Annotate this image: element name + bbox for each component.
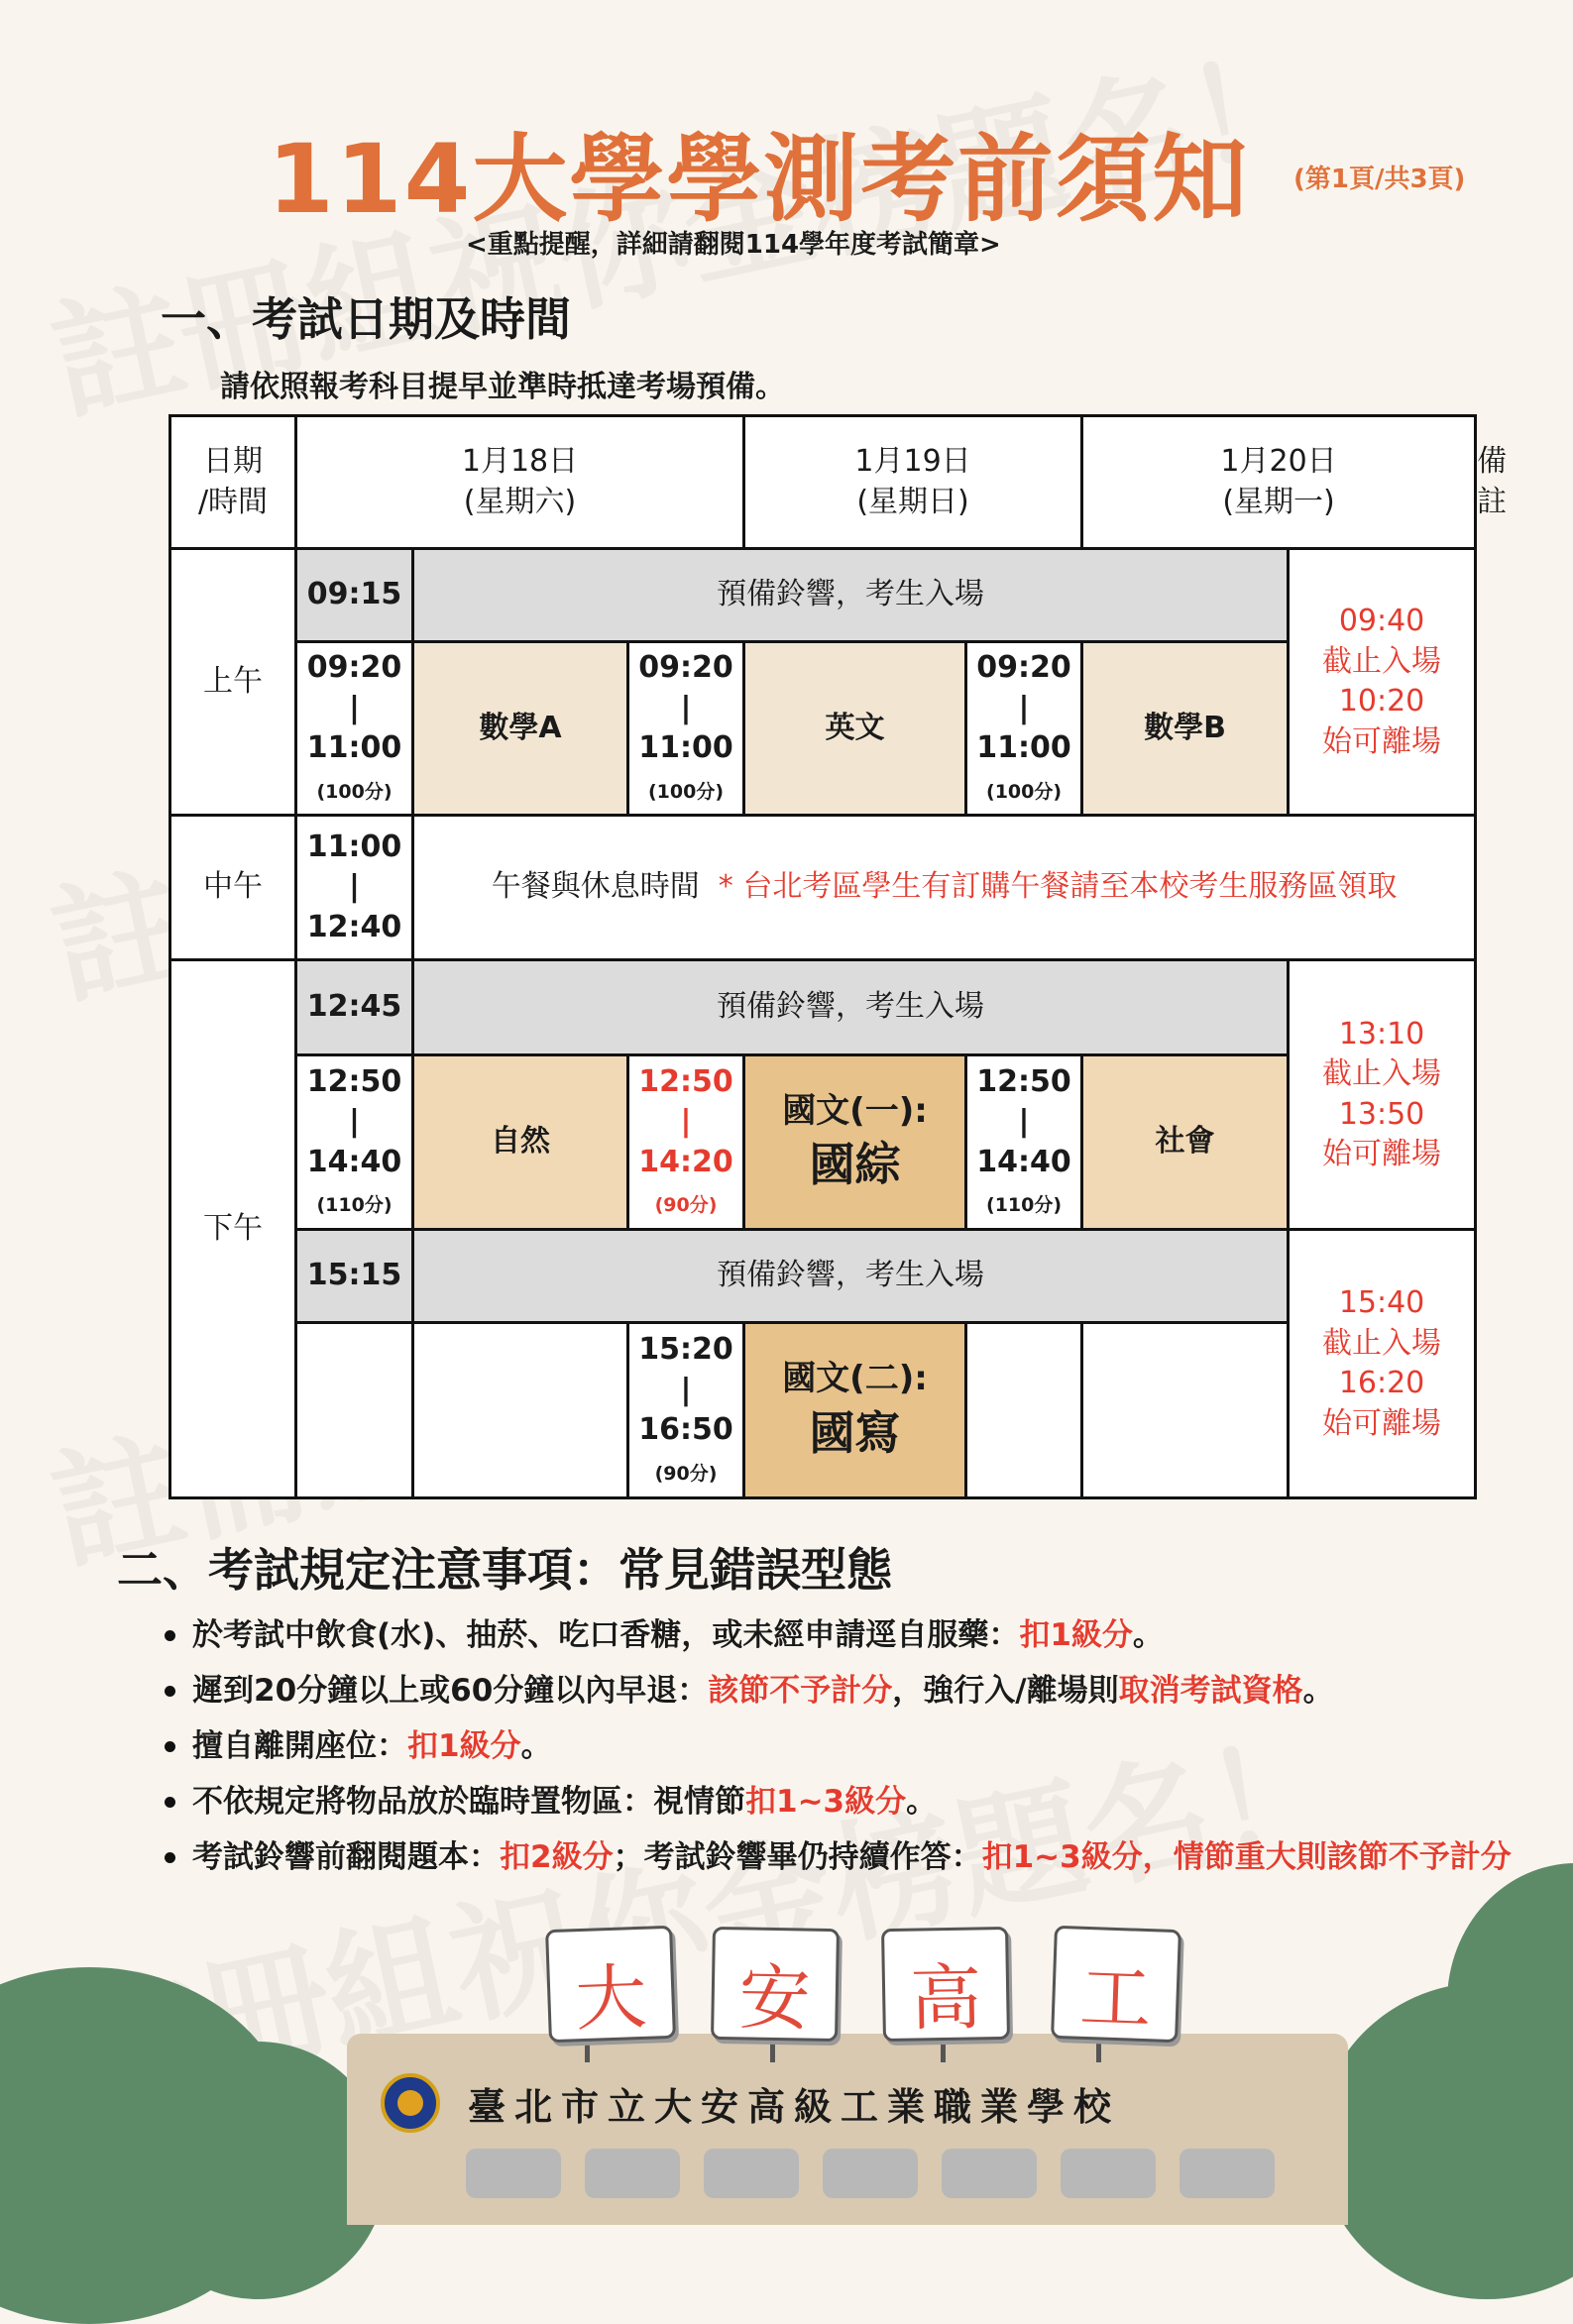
section2-heading: 二、考試規定注意事項：常見錯誤型態 <box>117 1543 892 1597</box>
exam-subject: 社會 <box>1082 1055 1289 1230</box>
bell-notice: 預備鈴響，考生入場 <box>413 549 1289 642</box>
tree-decoration <box>1318 1982 1573 2299</box>
subtitle: <重點提醒，詳細請翻閱114學年度考試簡章> <box>466 230 1001 260</box>
exam-subject: 數學A <box>413 642 628 816</box>
remark-cell: 13:10 截止入場 13:50 始可離場 <box>1289 960 1476 1230</box>
list-item: 考試鈴響前翻閱題本：扣2級分；考試鈴響畢仍持續作答：扣1~3級分，情節重大則該節不予計分 <box>161 1829 1528 1885</box>
remark-cell: 15:40 截止入場 16:20 始可離場 <box>1289 1230 1476 1498</box>
period-noon: 中午 <box>170 816 296 960</box>
exam-time: 12:50 | 14:40 (110分) <box>296 1055 413 1230</box>
exam-time: 12:50 | 14:20 (90分) <box>628 1055 744 1230</box>
building-window <box>704 2149 799 2198</box>
period-morning: 上午 <box>170 549 296 816</box>
exam-subject: 國文(二): 國寫 <box>744 1323 966 1498</box>
bell-time: 15:15 <box>296 1230 413 1323</box>
exam-schedule-table: 日期 /時間 1月18日 (星期六) 1月19日 (星期日) 1月20日 (星期一) 備註 上午 09:15 預備鈴響，考生入場 09:40 截止入場 10:20 始可離場 09:20 | 11:00 (100分) 數學A 09:20 | 11:00 (100分) 英文 09:20 | 11:00 (100分) 數學B 中午 11:00 | 12:40 午餐與休息時間 * 台北考區學生有訂購午餐請至本校考生服務區領取 下午 12:45 預備鈴響，考生入場 13:10 截止入場 13:50 始可離場 12:50 | 14:40 (110分) 自然 12:50 | 14:20 (90分) 國文(一): 國綜 12:50 | 14:40 (110分) 社會 15:15 預備鈴響，考生入場 15:40 截止入場 16:20 始可離場 15:20 | 16:50 (90分) 國文(二): 國寫 <box>169 414 1477 1499</box>
building-window <box>466 2149 561 2198</box>
building-window <box>823 2149 918 2198</box>
sign-board: 大 <box>545 1926 676 2043</box>
page-indicator: (第1頁/共3頁) <box>1293 165 1466 194</box>
empty-cell <box>1082 1323 1289 1498</box>
day-header: 1月18日 (星期六) <box>296 416 744 549</box>
remark-cell: 09:40 截止入場 10:20 始可離場 <box>1289 549 1476 816</box>
bell-notice: 預備鈴響，考生入場 <box>413 960 1289 1055</box>
building-window <box>942 2149 1037 2198</box>
exam-subject: 數學B <box>1082 642 1289 816</box>
list-item: 不依規定將物品放於臨時置物區：視情節扣1~3級分。 <box>161 1774 1528 1829</box>
school-name: 臺北市立大安高級工業職業學校 <box>468 2085 1121 2129</box>
day-header: 1月20日 (星期一) <box>1082 416 1476 549</box>
page-title: 114大學學測考前須知 <box>268 124 1250 235</box>
rules-list <box>161 1607 1528 1885</box>
bell-time: 09:15 <box>296 549 413 642</box>
exam-time: 09:20 | 11:00 (100分) <box>966 642 1082 816</box>
list-item: 遲到20分鐘以上或60分鐘以內早退：該節不予計分，強行入/離場則取消考試資格。 <box>161 1663 1528 1718</box>
lunch-notice: 午餐與休息時間 * 台北考區學生有訂購午餐請至本校考生服務區領取 <box>413 816 1476 960</box>
exam-time: 09:20 | 11:00 (100分) <box>628 642 744 816</box>
sign-board: 高 <box>881 1927 1010 2042</box>
exam-time: 12:50 | 14:40 (110分) <box>966 1055 1082 1230</box>
school-emblem-icon <box>381 2073 440 2133</box>
period-afternoon: 下午 <box>170 960 296 1498</box>
building-window <box>1180 2149 1275 2198</box>
building-window <box>585 2149 680 2198</box>
building-window <box>1061 2149 1156 2198</box>
empty-cell <box>296 1323 413 1498</box>
bell-notice: 預備鈴響，考生入場 <box>413 1230 1289 1323</box>
list-item: 於考試中飲食(水)、抽菸、吃口香糖，或未經申請逕自服藥：扣1級分。 <box>161 1607 1528 1663</box>
day-header: 1月19日 (星期日) <box>744 416 1082 549</box>
section1-heading: 一、考試日期及時間 <box>161 292 571 346</box>
exam-subject: 英文 <box>744 642 966 816</box>
exam-time: 15:20 | 16:50 (90分) <box>628 1323 744 1498</box>
list-item: 擅自離開座位：扣1級分。 <box>161 1718 1528 1774</box>
sign-board: 安 <box>711 1927 840 2042</box>
sign-board: 工 <box>1051 1926 1181 2043</box>
table-corner: 日期 /時間 <box>170 416 296 549</box>
bell-time: 12:45 <box>296 960 413 1055</box>
section1-note: 請依照報考科目提早並準時抵達考場預備。 <box>220 370 785 404</box>
exam-time: 09:20 | 11:00 (100分) <box>296 642 413 816</box>
empty-cell <box>413 1323 628 1498</box>
exam-subject: 自然 <box>413 1055 628 1230</box>
exam-subject: 國文(一): 國綜 <box>744 1055 966 1230</box>
noon-time: 11:00 | 12:40 <box>296 816 413 960</box>
empty-cell <box>966 1323 1082 1498</box>
